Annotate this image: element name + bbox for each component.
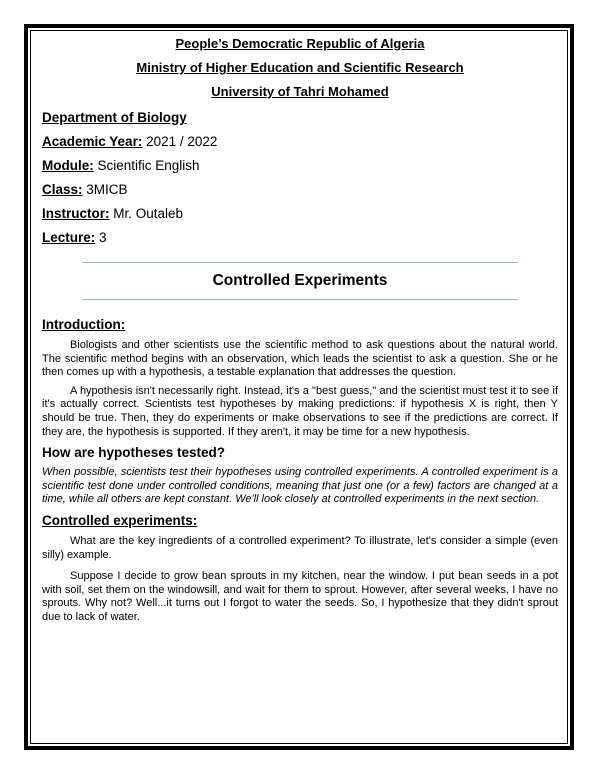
header-university: University of Tahri Mohamed xyxy=(211,84,389,99)
document-content xyxy=(42,36,558,625)
department-label: Department of Biology xyxy=(42,110,187,125)
lecture-label: Lecture: xyxy=(42,230,96,245)
class-label: Class: xyxy=(42,182,83,197)
class-value: 3MICB xyxy=(82,182,128,197)
meta-department xyxy=(42,110,558,126)
controlled-experiments-paragraph-1: What are the key ingredients of a controlled experiment? To illustrate, let's consider a simple (even silly) example. xyxy=(42,534,558,561)
module-value: Scientific English xyxy=(93,158,200,173)
academic-year-label: Academic Year: xyxy=(42,134,143,149)
academic-year-value: 2021 / 2022 xyxy=(142,134,218,149)
header-ministry: Ministry of Higher Education and Scientific Research xyxy=(136,60,464,75)
introduction-heading: Introduction: xyxy=(42,317,126,332)
instructor-label: Instructor: xyxy=(42,206,110,221)
module-label: Module: xyxy=(42,158,94,173)
meta-academic-year xyxy=(42,134,558,150)
lecture-value: 3 xyxy=(95,230,107,245)
introduction-paragraph-1: Biologists and other scientists use the scientific method to ask questions about the natural world. The scientific method begins with an observation, which leads the scientist to ask a question. She or he then comes up with a hypothesis, a testable explanation that addresses the question. xyxy=(42,339,558,379)
instructor-value: Mr. Outaleb xyxy=(109,206,184,221)
document-title: Controlled Experiments xyxy=(212,272,388,289)
title-divider-top xyxy=(82,262,518,263)
introduction-paragraph-2: A hypothesis isn't necessarily right. Instead, it's a "best guess," and the scientist must test it to see if it's actually correct. Scientists test hypotheses by making predictions: if hypothesis X is right, then Y should be true. Then, they do experiments or make observations to see if the predictions are correct. If they are, the hypothesis is supported. If they aren't, it may be time for a new hypothesis. xyxy=(42,384,558,438)
controlled-experiments-paragraph-2: Suppose I decide to grow bean sprouts in my kitchen, near the window. I put bean seeds in a pot with soil, set them on the windowsill, and wait for them to sprout. However, after several weeks, I have no sprouts. Why not? Well...it turns out I forgot to water the seeds. So, I hypothesize that they didn't sprout due to lack of water. xyxy=(42,570,558,623)
meta-module xyxy=(42,158,558,174)
title-divider-bottom xyxy=(82,299,518,300)
hypotheses-tested-paragraph: When possible, scientists test their hypotheses using controlled experiments. A controlled experiment is a scientific test done under controlled conditions, meaning that just one (or a few) factors are changed at a time, while all others are kept constant. We'll look closely at controlled experiments in the next section. xyxy=(42,466,558,506)
header-country: People’s Democratic Republic of Algeria xyxy=(175,36,425,51)
hypotheses-tested-heading: How are hypotheses tested? xyxy=(42,445,226,461)
meta-instructor xyxy=(42,206,558,222)
meta-lecture xyxy=(42,230,558,246)
controlled-experiments-heading: Controlled experiments: xyxy=(42,512,198,528)
meta-class xyxy=(42,182,558,198)
